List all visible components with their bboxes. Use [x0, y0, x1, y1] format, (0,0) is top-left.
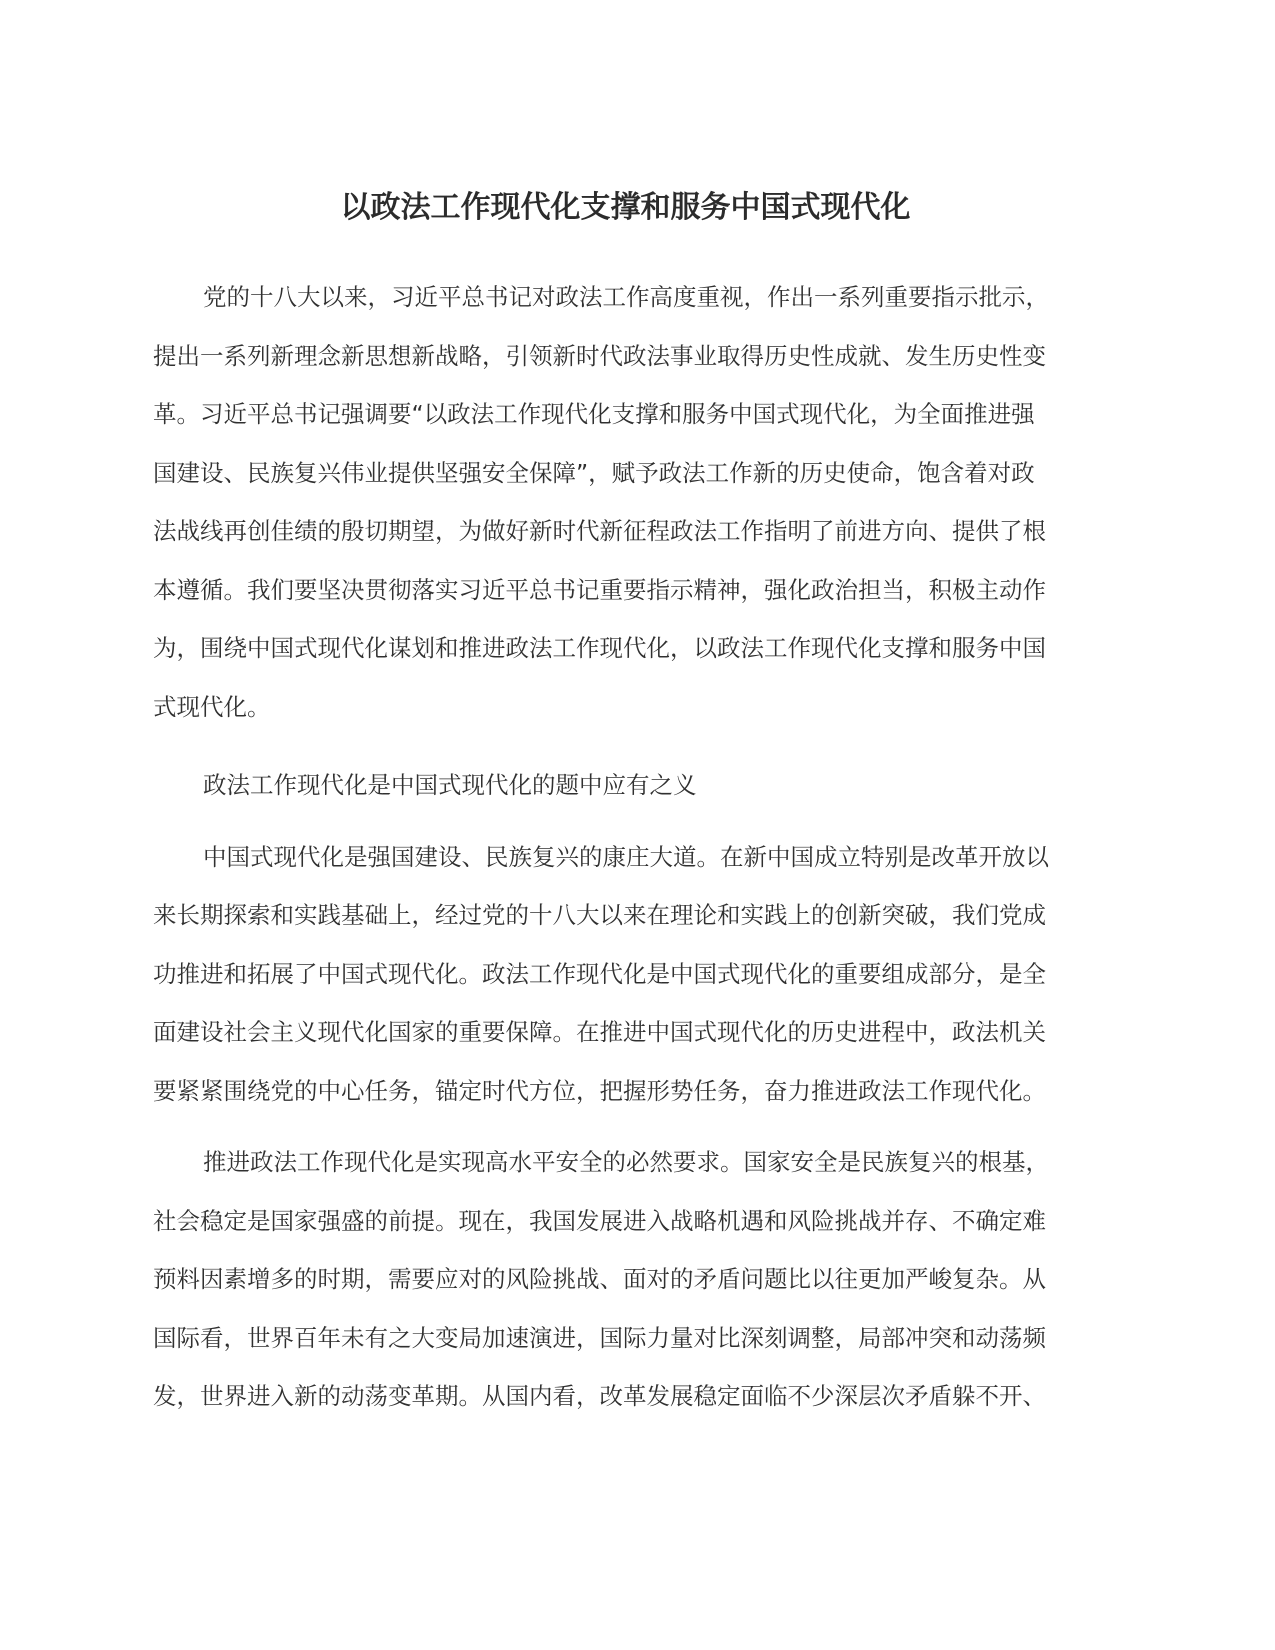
paragraph-intro — [153, 268, 1110, 736]
text-line: 为，围绕中国式现代化谋划和推进政法工作现代化，以政法工作现代化支撑和服务中国 — [153, 634, 1046, 662]
text-line: 式现代化。 — [153, 692, 271, 721]
text-line: 国际看，世界百年未有之大变局加速演进，国际力量对比深刻调整，局部冲突和动荡频 — [153, 1323, 1046, 1352]
paragraph-modernization — [153, 828, 1110, 1121]
paragraph-security — [153, 1133, 1110, 1426]
section-heading — [153, 756, 1110, 815]
document-title: 以政法工作现代化支撑和服务中国式现代化 — [340, 190, 911, 225]
text-line: 要紧紧围绕党的中心任务，锚定时代方位，把握形势任务，奋力推进政法工作现代化。 — [153, 1076, 1046, 1105]
text-line: 中国式现代化是强国建设、民族复兴的康庄大道。在新中国成立特别是改革开放以 — [203, 842, 1049, 871]
text-line: 党的十八大以来，习近平总书记对政法工作高度重视，作出一系列重要指示批示， — [203, 283, 1049, 311]
document-body — [153, 268, 1110, 1426]
text-line: 发，世界进入新的动荡变革期。从国内看，改革发展稳定面临不少深层次矛盾躲不开、 — [153, 1382, 1046, 1410]
text-line: 本遵循。我们要坚决贯彻落实习近平总书记重要指示精神，强化政治担当，积极主动作 — [153, 575, 1046, 604]
text-line: 提出一系列新理念新思想新战略，引领新时代政法事业取得历史性成就、发生历史性变 — [153, 341, 1046, 370]
text-line: 推进政法工作现代化是实现高水平安全的必然要求。国家安全是民族复兴的根基， — [203, 1148, 1049, 1176]
section-heading-text: 政法工作现代化是中国式现代化的题中应有之义 — [203, 771, 697, 799]
text-line: 预料因素增多的时期，需要应对的风险挑战、面对的矛盾问题比以往更加严峻复杂。从 — [153, 1265, 1046, 1293]
text-line: 法战线再创佳绩的殷切期望，为做好新时代新征程政法工作指明了前进方向、提供了根 — [153, 517, 1046, 545]
text-line: 面建设社会主义现代化国家的重要保障。在推进中国式现代化的历史进程中，政法机关 — [153, 1018, 1046, 1046]
text-line: 社会稳定是国家强盛的前提。现在，我国发展进入战略机遇和风险挑战并存、不确定难 — [153, 1206, 1046, 1235]
text-line: 功推进和拓展了中国式现代化。政法工作现代化是中国式现代化的重要组成部分，是全 — [153, 959, 1046, 988]
text-line: 国建设、民族复兴伟业提供坚强安全保障”，赋予政法工作新的历史使命，饱含着对政 — [153, 458, 1035, 487]
text-line: 来长期探索和实践基础上，经过党的十八大以来在理论和实践上的创新突破，我们党成 — [153, 901, 1046, 929]
text-line: 革。习近平总书记强调要“以政法工作现代化支撑和服务中国式现代化，为全面推进强 — [153, 400, 1035, 428]
